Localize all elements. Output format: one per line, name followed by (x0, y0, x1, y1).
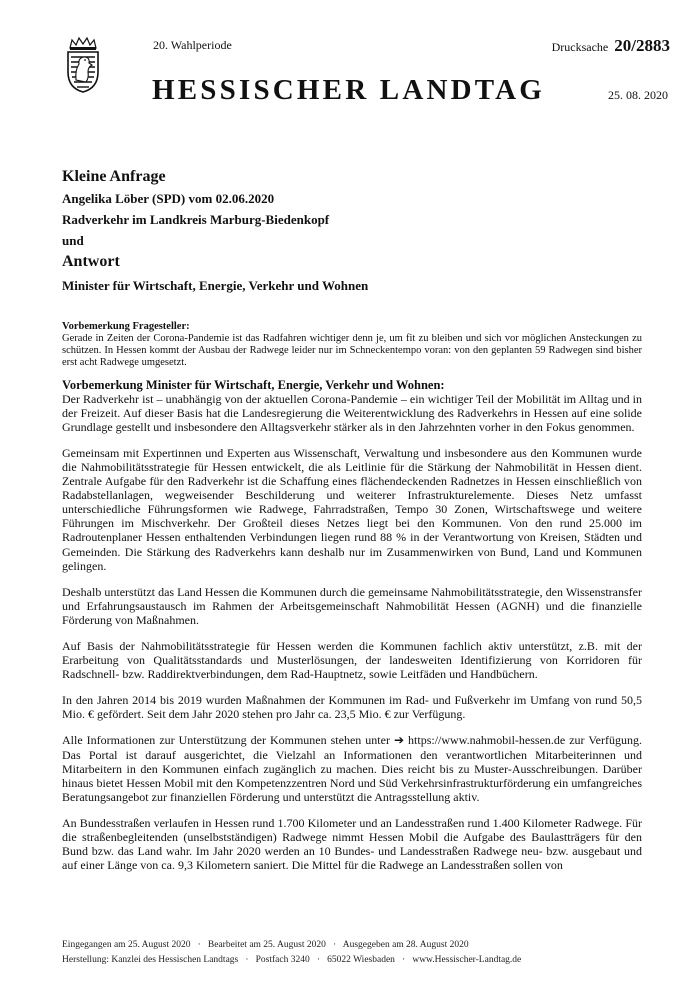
und-line: und (62, 233, 84, 248)
vorbemerkung-fragesteller-heading: Vorbemerkung Fragesteller: (62, 321, 190, 332)
vorbemerkung-minister-heading: Vorbemerkung Minister für Wirtschaft, Energie, Verkehr und Wohnen: (62, 377, 445, 392)
body-paragraph: An Bundesstraßen verlaufen in Hessen rund 1.700 Kilometer und an Landesstraßen rund 1.400 Kilometer Radwege. Für die straßenbegleitenden (unselbstständigen) Radwege nimmt Hessen Mobil die Aufgabe des Baulastträgers für den Bund bzw. das Land wahr. Im Jahr 2020 werden an 10 Bundes- und Landesstraßen Radwege neu- bzw. ausgebaut und auf einer Länge von ca. 9,3 Kilometern saniert. Die Mittel für die Radwege an Landesstraßen sollen von (62, 815, 642, 873)
footer-imprint: Herstellung: Kanzlei des Hessischen Landtags · Postfach 3240 · 65022 Wiesbaden · www.Hessischer-Landtag.de (62, 955, 522, 965)
body-paragraph: Auf Basis der Nahmobilitätsstrategie für Hessen werden die Kommunen fachlich aktiv unterstützt, z.B. mit der Erarbeitung von Qualitätsstandards und Musterlösungen, der landesweiten Identifizierung von Korridoren für Radschnell- bzw. Raddirektverbindungen, dem Rad-Hauptnetz, sowie Leitfäden und Handbüchern. (62, 639, 642, 682)
drucksache (552, 36, 670, 56)
vorbemerkung-fragesteller-text: Gerade in Zeiten der Corona-Pandemie ist das Radfahren wichtiger denn je, um fit zu bleiben und sich vor möglichen Ansteckungen zu schützen. In Hessen kommt der Ausbau der Radwege leider nur im Schneckentempo voran: von den geplanten 59 Radwegen sind bisher erst acht Radwege umgesetzt. (62, 333, 642, 369)
document-body (62, 320, 642, 884)
masthead-title: HESSISCHER LANDTAG (152, 74, 546, 106)
body-paragraph: Gemeinsam mit Expertinnen und Experten aus Wissenschaft, Verwaltung und insbesondere aus den Kommunen wurde die Nahmobilitätsstrategie für Hessen entwickelt, die als Leitlinie für die Stärkung der Nahmobilität in Hessen dient. Zentrale Aufgabe für den Radverkehr ist die Schaffung eines flächendeckenden Radnetzes in Hessen einschließlich von Radabstellanlagen, wegweisender Beschilderung und weiterer Infrastrukturelemente. Dieses Netz umfasst unterschiedliche Führungsformen wie Radwege, Fahrradstraßen, Tempo 30 Zonen, Wirtschaftswege und weitere Führungen im Mischverkehr. Der Großteil dieses Netzes liegt bei den Kommunen. Von den rund 25.000 im Radroutenplaner Hessen enthaltenden Verbindungen liegen rund 88 % in der Verantwortung von Kreisen, Städten und Gemeinden. Die Stärkung des Radverkehrs kann deshalb nur im Zusammenwirken von Bund, Land und Kommunen gelingen. (62, 445, 642, 573)
minister-line: Minister für Wirtschaft, Energie, Verkehr und Wohnen (62, 278, 369, 293)
footer-dates: Eingegangen am 25. August 2020 · Bearbeitet am 25. August 2020 · Ausgegeben am 28. August 2020 (62, 940, 469, 950)
wahlperiode: 20. Wahlperiode (153, 38, 232, 52)
body-paragraph: In den Jahren 2014 bis 2019 wurden Maßnahmen der Kommunen im Rad- und Fußverkehr im Umfang von rund 50,5 Mio. € gefördert. Seit dem Jahr 2020 stehen pro Jahr ca. 23,5 Mio. € zur Verfügung. (62, 693, 642, 722)
body-paragraph: Alle Informationen zur Unterstützung der Kommunen stehen unter ➔ https://www.nahmobil-hessen.de zur Verfügung. Das Portal ist darauf ausgerichtet, die Vielzahl an Informationen den verantwortlichen Mitarbeiterinnen und Mitarbeitern in den Kommunen einfach zugänglich zu machen. Dies reicht bis zu Muster-Ausschreibungen. Darüber hinaus bietet Hessen Mobil mit den Kompetenzzentren Nord und Süd Verkehrsinfrastrukturförderung ein umfangreiches Beratungsangebot zur finanziellen Förderung und unterstützt die Antragsstellung aktiv. (62, 733, 642, 804)
kleine-anfrage-heading: Kleine Anfrage (62, 168, 166, 185)
subject-line: Radverkehr im Landkreis Marburg-Biedenkopf (62, 212, 330, 227)
antwort-heading: Antwort (62, 253, 120, 270)
hesse-coat-of-arms-icon (62, 36, 104, 94)
author-line: Angelika Löber (SPD) vom 02.06.2020 (62, 191, 275, 206)
body-paragraph: Der Radverkehr ist – unabhängig von der aktuellen Corona-Pandemie – ein wichtiger Teil der Mobilität im Alltag und in der Freizeit. Auf dieser Basis hat die Landesregierung die Weiterentwicklung des Radverkehrs in Hessen auf eine solide Grundlage gestellt und insbesondere den Alltagsverkehr stärker als in den Jahrzehnten vorher in den Fokus genommen. (62, 391, 642, 434)
title-block (62, 166, 662, 296)
publication-date: 25. 08. 2020 (608, 88, 668, 102)
body-paragraph: Deshalb unterstützt das Land Hessen die Kommunen durch die gemeinsame Nahmobilitätsstrategie, den Wissenstransfer und Erfahrungsaustausch im Rahmen der Arbeitsgemeinschaft Nahmobilität Hessen (AGNH) und die finanzielle Förderung von Maßnahmen. (62, 584, 642, 627)
drucksache-label: Drucksache (551, 40, 609, 54)
drucksache-number: 20/2883 (614, 36, 670, 55)
footer (62, 938, 662, 968)
